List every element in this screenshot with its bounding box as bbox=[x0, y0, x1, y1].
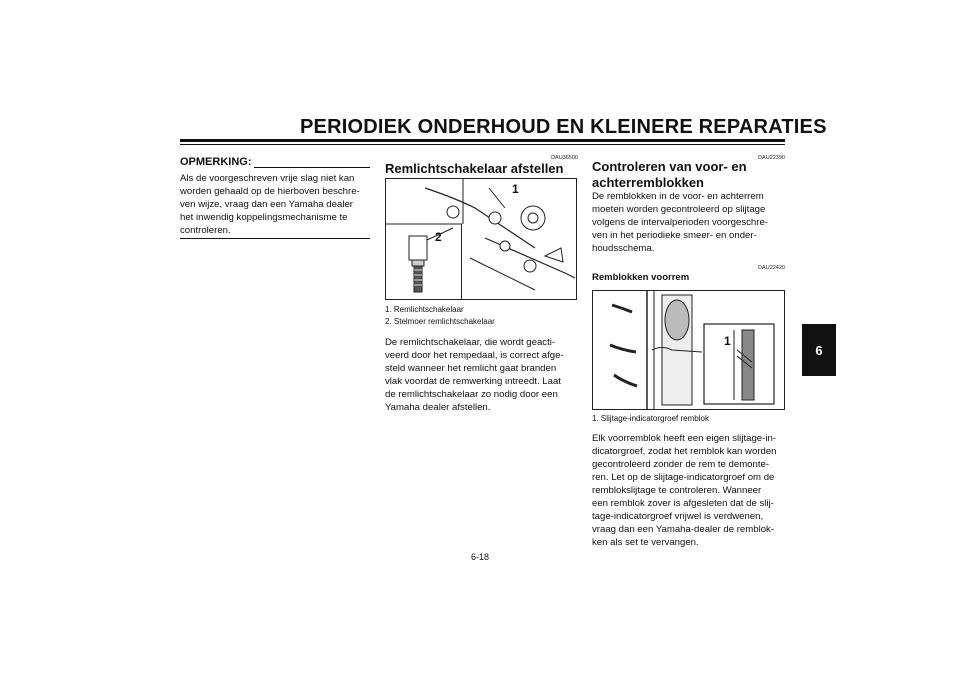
header-rule-thin bbox=[180, 144, 785, 145]
figure-caption: 2. Stelmoer remlichtschakelaar bbox=[385, 317, 495, 326]
body-line: moeten worden gecontroleerd op slijtage bbox=[592, 204, 766, 215]
page-header-title: PERIODIEK ONDERHOUD EN KLEINERE REPARATIES bbox=[300, 116, 827, 138]
body-line: remblokslijtage te controleren. Wanneer bbox=[592, 485, 762, 496]
body-line: veerd door het rempedaal, is correct afge- bbox=[385, 350, 564, 361]
section-code: DAU22420 bbox=[758, 265, 785, 271]
body-line: ven in het periodieke smeer- en onder- bbox=[592, 230, 757, 241]
body-line: gecontroleerd zonder de rem te demonte- bbox=[592, 459, 770, 470]
brake-light-switch-illustration bbox=[385, 178, 577, 300]
section-code: DAU36500 bbox=[551, 155, 578, 161]
body-line: tage-indicatorgroef vrijwel is verdwenen, bbox=[592, 511, 764, 522]
section-code: DAU22390 bbox=[758, 155, 785, 161]
chapter-tab: 6 bbox=[802, 324, 836, 376]
body-line: ren. Let op de slijtage-indicatorgroef om de bbox=[592, 472, 775, 483]
body-line: vlak voordat de remwerking intreedt. Laat bbox=[385, 376, 561, 387]
front-brake-pad-figure bbox=[592, 290, 785, 410]
body-line: Yamaha dealer afstellen. bbox=[385, 402, 491, 413]
body-line: De remlichtschakelaar, die wordt geacti- bbox=[385, 337, 556, 348]
front-brake-pad-illustration bbox=[592, 290, 785, 410]
figure-label-2: 2 bbox=[435, 230, 442, 244]
body-line: een remblok zover is afgesleten dat de slij- bbox=[592, 498, 774, 509]
body-line: houdsschema. bbox=[592, 243, 655, 254]
page-number: 6-18 bbox=[470, 552, 489, 562]
note-line: controleren. bbox=[180, 225, 231, 236]
body-line: vraag dan een Yamaha-dealer de remblok- bbox=[592, 524, 775, 535]
header-rule bbox=[180, 139, 785, 142]
body-line: Elk voorremblok heeft een eigen slijtage-in- bbox=[592, 433, 776, 444]
note-bottom-rule bbox=[180, 238, 370, 239]
note-heading: OPMERKING: bbox=[180, 156, 252, 168]
figure-label-1: 1 bbox=[512, 182, 519, 196]
figure-label-1: 1 bbox=[724, 334, 731, 348]
body-line: volgens de intervalperioden voorgeschre- bbox=[592, 217, 768, 228]
brake-light-switch-figure bbox=[385, 178, 577, 300]
section-title-brake-pads: Controleren van voor- en bbox=[592, 159, 747, 174]
note-heading-rule bbox=[254, 167, 370, 168]
figure-caption: 1. Slijtage-indicatorgroef remblok bbox=[592, 414, 709, 423]
figure-caption: 1. Remlichtschakelaar bbox=[385, 305, 464, 314]
body-line: steld wanneer het remlicht gaat branden bbox=[385, 363, 557, 374]
section-title-brake-pads-line2: achterremblokken bbox=[592, 175, 704, 190]
section-title-brake-light-switch: Remlichtschakelaar afstellen bbox=[385, 161, 564, 176]
subsection-title-front-pads: Remblokken voorrem bbox=[592, 272, 690, 283]
note-line: worden gehaald op de hierboven beschre- bbox=[180, 186, 360, 197]
body-line: dicatorgroef, zodat het remblok kan worden bbox=[592, 446, 777, 457]
body-line: De remblokken in de voor- en achterrem bbox=[592, 191, 764, 202]
body-line: de remlichtschakelaar zo nodig door een bbox=[385, 389, 558, 400]
note-line: ven wijze, vraag dan een Yamaha dealer bbox=[180, 199, 353, 210]
note-line: Als de voorgeschreven vrije slag niet kan bbox=[180, 173, 355, 184]
note-line: het inwendig koppelingsmechanisme te bbox=[180, 212, 348, 223]
body-line: ken als set te vervangen. bbox=[592, 537, 699, 548]
